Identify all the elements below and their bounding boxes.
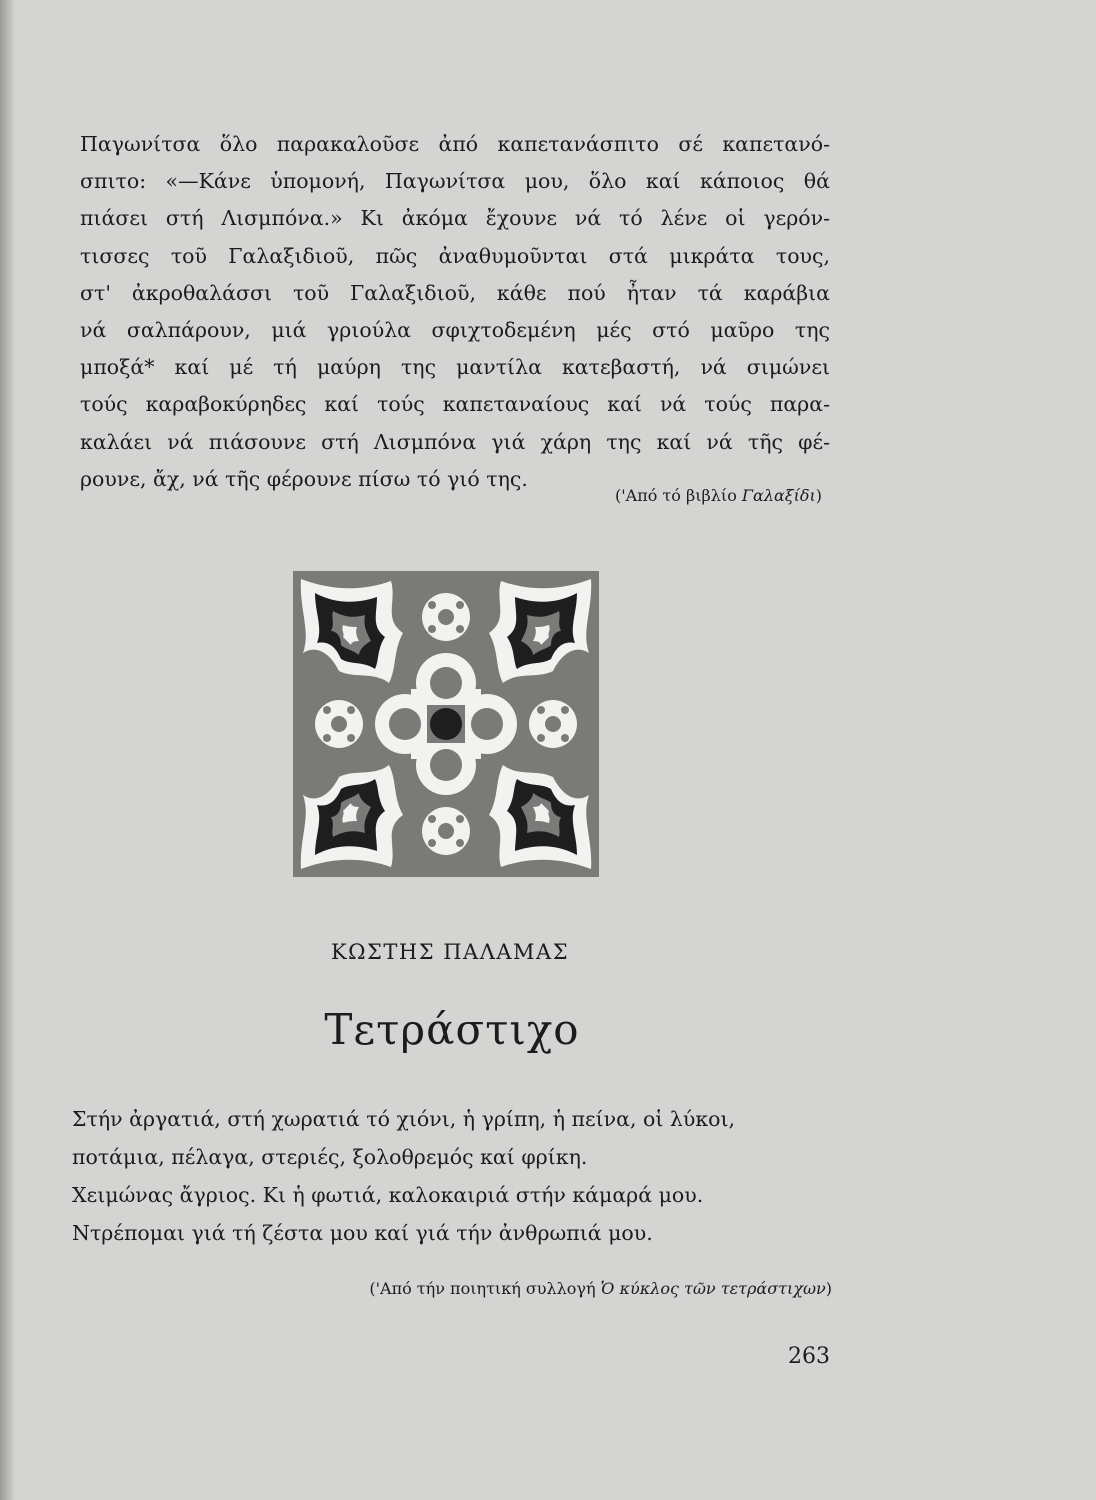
source-2-title: Ὁ κύκλος τῶν τετράστιχων <box>600 1279 826 1298</box>
verse-line: Χειμώνας ἄγριος. Κι ἡ φωτιά, καλοκαιριά στήν κάμαρά μου. <box>72 1183 704 1207</box>
author-name: ΚΩΣΤΗΣ ΠΑΛΑΜΑΣ <box>330 940 570 964</box>
verse-line: Στήν ἀργατιά, στή χωρατιά τό χιόνι, ἡ γρίπη, ἡ πείνα, οἱ λύκοι, <box>72 1107 736 1131</box>
prose-line: πιάσει στή Λισμπόνα.» Κι ἀκόμα ἔχουνε νά τό λένε οἱ γερόν- <box>80 206 830 231</box>
prose-line: σπιτο: «—Κάνε ὑπομονή, Παγωνίτσα μου, ὅλο καί κάποιος θά <box>80 169 830 194</box>
source-2-prefix: ('Από τήν ποιητική συλλογή <box>369 1279 601 1298</box>
verse-line: Ντρέπομαι γιά τή ζέστα μου καί γιά τήν ἀνθρωπιά μου. <box>72 1221 653 1245</box>
page-number: 263 <box>788 1344 830 1369</box>
prose-line: τούς καραβοκύρηδες καί τούς καπεταναίους καί νά τούς παρα- <box>80 392 830 417</box>
decorative-tile-ornament-icon <box>293 571 599 877</box>
prose-line: μποξά* καί μέ τή μαύρη της μαντίλα κατεβαστή, νά σιμώνει <box>80 355 830 380</box>
verse-line: ποτάμια, πέλαγα, στεριές, ξολοθρεμός καί φρίκη. <box>72 1145 588 1169</box>
source-1-title: Γαλαξίδι <box>741 486 816 505</box>
prose-line: στ' ἀκροθαλάσσι τοῦ Γαλαξιδιοῦ, κάθε πού ἦταν τά καράβια <box>80 280 830 305</box>
prose-line: καλάει νά πιάσουνε στή Λισμπόνα γιά χάρη της καί νά τῆς φέ- <box>80 429 830 454</box>
source-citation-1 <box>430 486 822 505</box>
source-1-prefix: ('Από τό βιβλίο <box>615 486 742 505</box>
source-1-suffix: ) <box>815 486 822 505</box>
poem-verse <box>72 1100 852 1252</box>
source-2-suffix: ) <box>825 1279 832 1298</box>
prose-line: νά σαλπάρουν, μιά γριούλα σφιχτοδεμένη μές στό μαῦρο της <box>80 318 830 343</box>
source-citation-2 <box>260 1279 832 1298</box>
prose-line: ρουνε, ἄχ, νά τῆς φέρουνε πίσω τό γιό της. <box>80 466 528 491</box>
prose-line: Παγωνίτσα ὅλο παρακαλοῦσε ἀπό καπετανάσπιτο σέ καπετανό- <box>80 132 830 156</box>
page-edge-shadow <box>0 0 14 1500</box>
prose-line: τισσες τοῦ Γαλαξιδιοῦ, πῶς ἀναθυμοῦνται στά μικράτα τους, <box>80 243 830 268</box>
prose-paragraph <box>80 126 830 498</box>
poem-title: Τετράστιχο <box>324 1005 580 1054</box>
